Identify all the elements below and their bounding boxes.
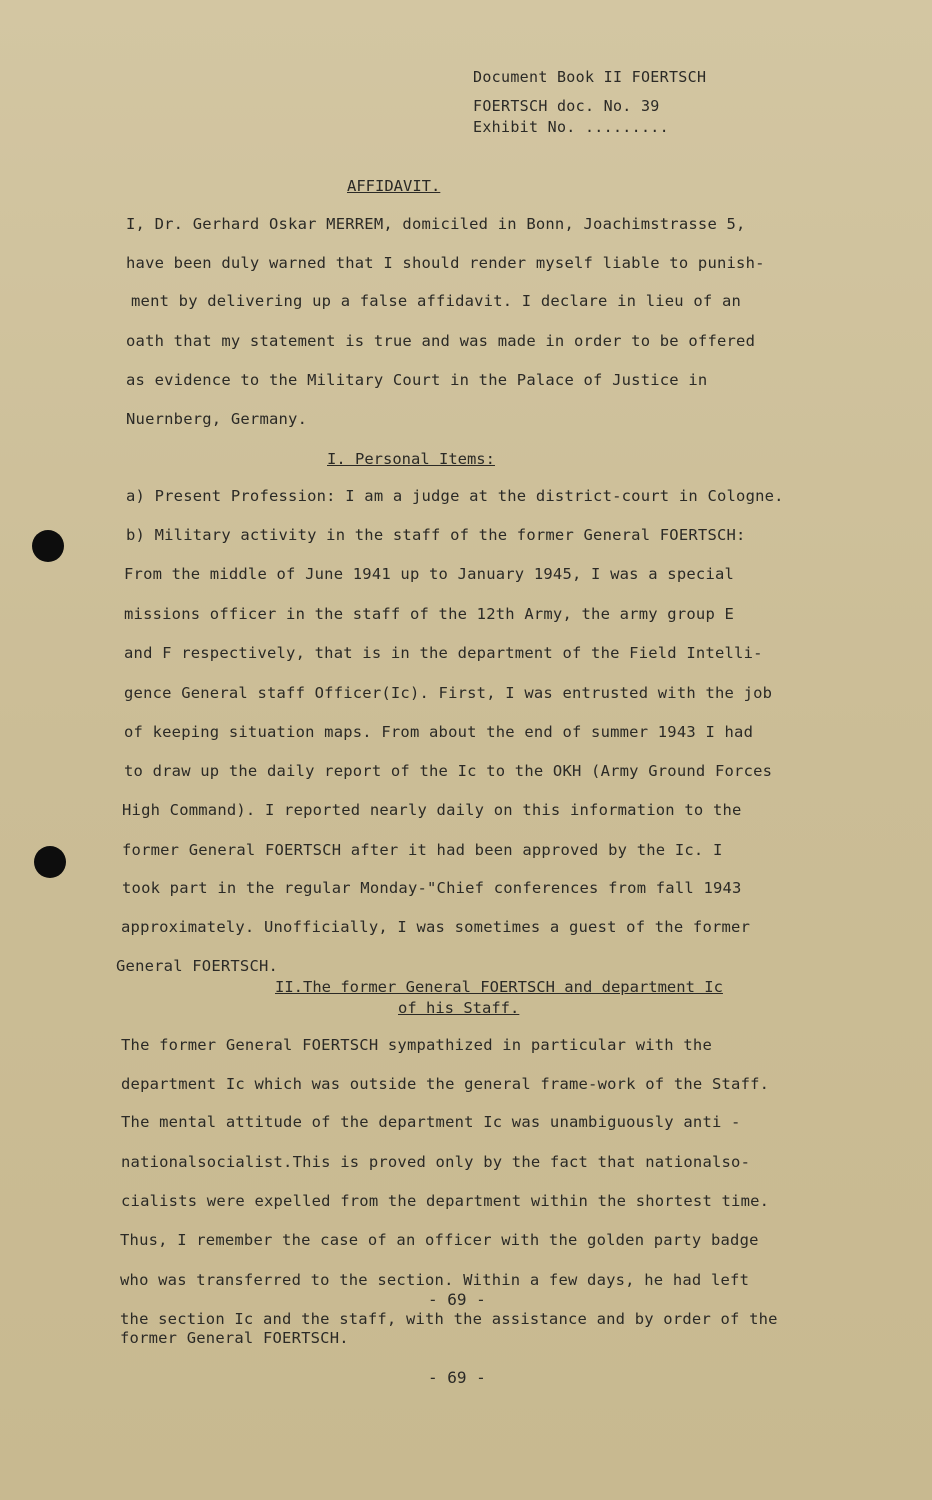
text-line: ment by delivering up a false affidavit. I declare in lieu of an	[131, 292, 742, 310]
text-line: The former General FOERTSCH sympathized in particular with the	[121, 1036, 712, 1054]
text-line: former General FOERTSCH after it had been approved by the Ic. I	[122, 841, 723, 859]
text-line: missions officer in the staff of the 12th Army, the army group E	[124, 605, 735, 623]
text-line: have been duly warned that I should render myself liable to punish-	[126, 254, 765, 272]
text-line: Thus, I remember the case of an officer with the golden party badge	[120, 1231, 759, 1249]
section2-heading-cont: of his Staff.	[398, 999, 520, 1017]
text-line: gence General staff Officer(Ic). First, I was entrusted with the job	[124, 684, 773, 702]
text-line: to draw up the daily report of the Ic to the OKH (Army Ground Forces	[124, 762, 773, 780]
text-line: who was transferred to the section. Within a few days, he had left	[120, 1271, 750, 1289]
text-line: The mental attitude of the department Ic was unambiguously anti -	[121, 1113, 741, 1131]
text-line: oath that my statement is true and was made in order to be offered	[126, 332, 756, 350]
text-line: High Command). I reported nearly daily on this information to the	[122, 801, 742, 819]
punch-hole-top	[32, 530, 64, 562]
text-line: b) Military activity in the staff of the former General FOERTSCH:	[126, 526, 746, 544]
header-document-book: Document Book II FOERTSCH	[473, 68, 707, 86]
text-line: as evidence to the Military Court in the Palace of Justice in	[126, 371, 708, 389]
text-line: former General FOERTSCH.	[120, 1329, 349, 1347]
text-line: Nuernberg, Germany.	[126, 410, 308, 428]
text-line: department Ic which was outside the general frame-work of the Staff.	[121, 1075, 770, 1093]
page-number: - 69 -	[428, 1368, 486, 1387]
section2-heading: II.The former General FOERTSCH and department Ic	[275, 978, 723, 996]
text-line: cialists were expelled from the department within the shortest time.	[121, 1192, 770, 1210]
text-line: General FOERTSCH.	[116, 957, 279, 975]
punch-hole-bottom	[34, 846, 66, 878]
inline-page-number: - 69 -	[428, 1290, 486, 1309]
text-line: and F respectively, that is in the department of the Field Intelli-	[124, 644, 763, 662]
section1-heading: I. Personal Items:	[327, 450, 495, 468]
text-line: nationalsocialist.This is proved only by the fact that nationalso-	[121, 1153, 751, 1171]
text-line: I, Dr. Gerhard Oskar MERREM, domiciled in Bonn, Joachimstrasse 5,	[126, 215, 746, 233]
text-line: the section Ic and the staff, with the assistance and by order of the	[120, 1310, 778, 1328]
text-line: From the middle of June 1941 up to January 1945, I was a special	[124, 565, 735, 583]
text-line: of keeping situation maps. From about the end of summer 1943 I had	[124, 723, 754, 741]
text-line: approximately. Unofficially, I was sometimes a guest of the former	[121, 918, 751, 936]
text-line: a) Present Profession: I am a judge at the district-court in Cologne.	[126, 487, 784, 505]
header-doc-number: FOERTSCH doc. No. 39	[473, 97, 660, 115]
text-line: took part in the regular Monday-"Chief conferences from fall 1943	[122, 879, 742, 897]
header-exhibit-number: Exhibit No. .........	[473, 118, 669, 136]
document-title: AFFIDAVIT.	[347, 177, 441, 195]
